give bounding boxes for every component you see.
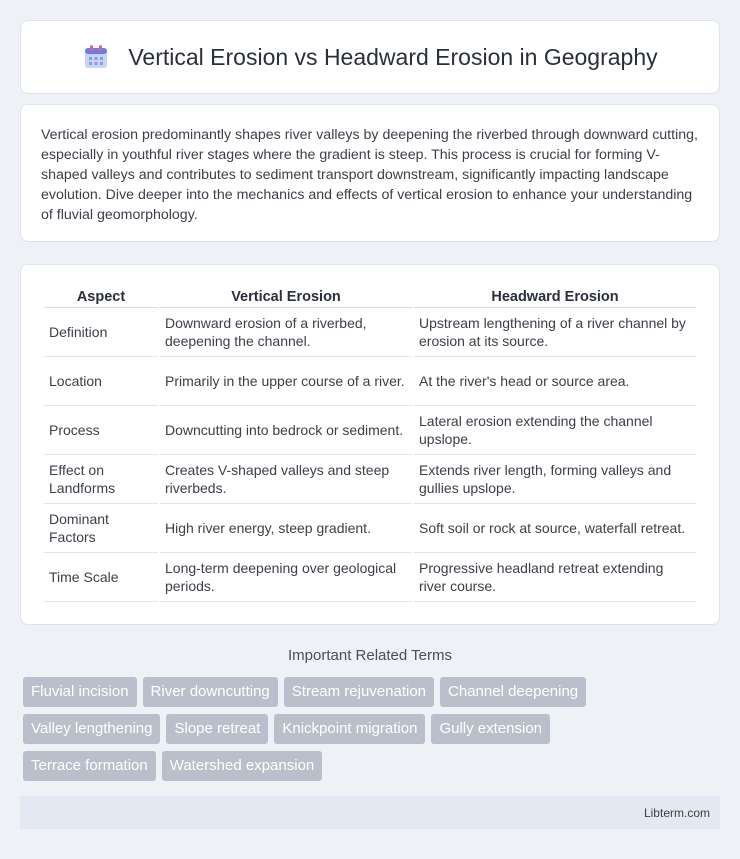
related-term-tag[interactable]: Knickpoint migration <box>274 714 425 744</box>
headward-cell: Upstream lengthening of a river channel by erosion at its source. <box>414 308 696 357</box>
related-term-tag[interactable]: Gully extension <box>431 714 550 744</box>
aspect-cell: Definition <box>44 308 158 357</box>
related-term-tag[interactable]: Watershed expansion <box>162 751 323 781</box>
table-row <box>44 308 696 357</box>
table-row <box>44 553 696 602</box>
aspect-cell: Time Scale <box>44 553 158 602</box>
calendar-icon <box>82 43 110 71</box>
related-terms-title: Important Related Terms <box>288 647 452 664</box>
headward-cell: At the river's head or source area. <box>414 357 696 406</box>
related-term-tag[interactable]: Fluvial incision <box>23 677 137 707</box>
table-row <box>44 406 696 455</box>
vertical-cell: Long-term deepening over geological periods. <box>160 553 412 602</box>
related-term-tag[interactable]: Valley lengthening <box>23 714 160 744</box>
comparison-card <box>20 264 720 625</box>
aspect-cell: Location <box>44 357 158 406</box>
table-header-row <box>44 285 696 308</box>
footer <box>20 796 720 829</box>
title-card <box>20 20 720 94</box>
related-term-tag[interactable]: Stream rejuvenation <box>284 677 434 707</box>
vertical-cell: Primarily in the upper course of a river. <box>160 357 412 406</box>
headward-cell: Lateral erosion extending the channel upslope. <box>414 406 696 455</box>
comparison-table <box>42 285 698 602</box>
headward-cell: Progressive headland retreat extending river course. <box>414 553 696 602</box>
header-vertical-erosion: Vertical Erosion <box>160 285 412 308</box>
vertical-cell: Downcutting into bedrock or sediment. <box>160 406 412 455</box>
related-terms-list <box>20 677 640 781</box>
related-term-tag[interactable]: Terrace formation <box>23 751 156 781</box>
vertical-cell: Downward erosion of a riverbed, deepening the channel. <box>160 308 412 357</box>
headward-cell: Extends river length, forming valleys and gullies upslope. <box>414 455 696 504</box>
table-row <box>44 357 696 406</box>
related-term-tag[interactable]: Slope retreat <box>166 714 268 744</box>
table-row <box>44 455 696 504</box>
intro-card <box>20 104 720 242</box>
related-term-tag[interactable]: River downcutting <box>143 677 278 707</box>
header-headward-erosion: Headward Erosion <box>414 285 696 308</box>
headward-cell: Soft soil or rock at source, waterfall retreat. <box>414 504 696 553</box>
footer-brand-link[interactable]: Libterm.com <box>643 805 710 820</box>
related-term-tag[interactable]: Channel deepening <box>440 677 586 707</box>
aspect-cell: Effect on Landforms <box>44 455 158 504</box>
vertical-cell: High river energy, steep gradient. <box>160 504 412 553</box>
table-row <box>44 504 696 553</box>
aspect-cell: Dominant Factors <box>44 504 158 553</box>
aspect-cell: Process <box>44 406 158 455</box>
page-title: Vertical Erosion vs Headward Erosion in Geography <box>128 43 658 70</box>
intro-text: Vertical erosion predominantly shapes river valleys by deepening the riverbed through downward cutting, especially in youthful river stages where the gradient is steep. This process is crucial for forming V-shaped valleys and contributes to sediment transport downstream, significantly impacting landscape evolution. Dive deeper into the mechanics and effects of vertical erosion to enhance your understanding of fluvial geomorphology. <box>41 127 698 223</box>
vertical-cell: Creates V-shaped valleys and steep riverbeds. <box>160 455 412 504</box>
header-aspect: Aspect <box>44 285 158 308</box>
